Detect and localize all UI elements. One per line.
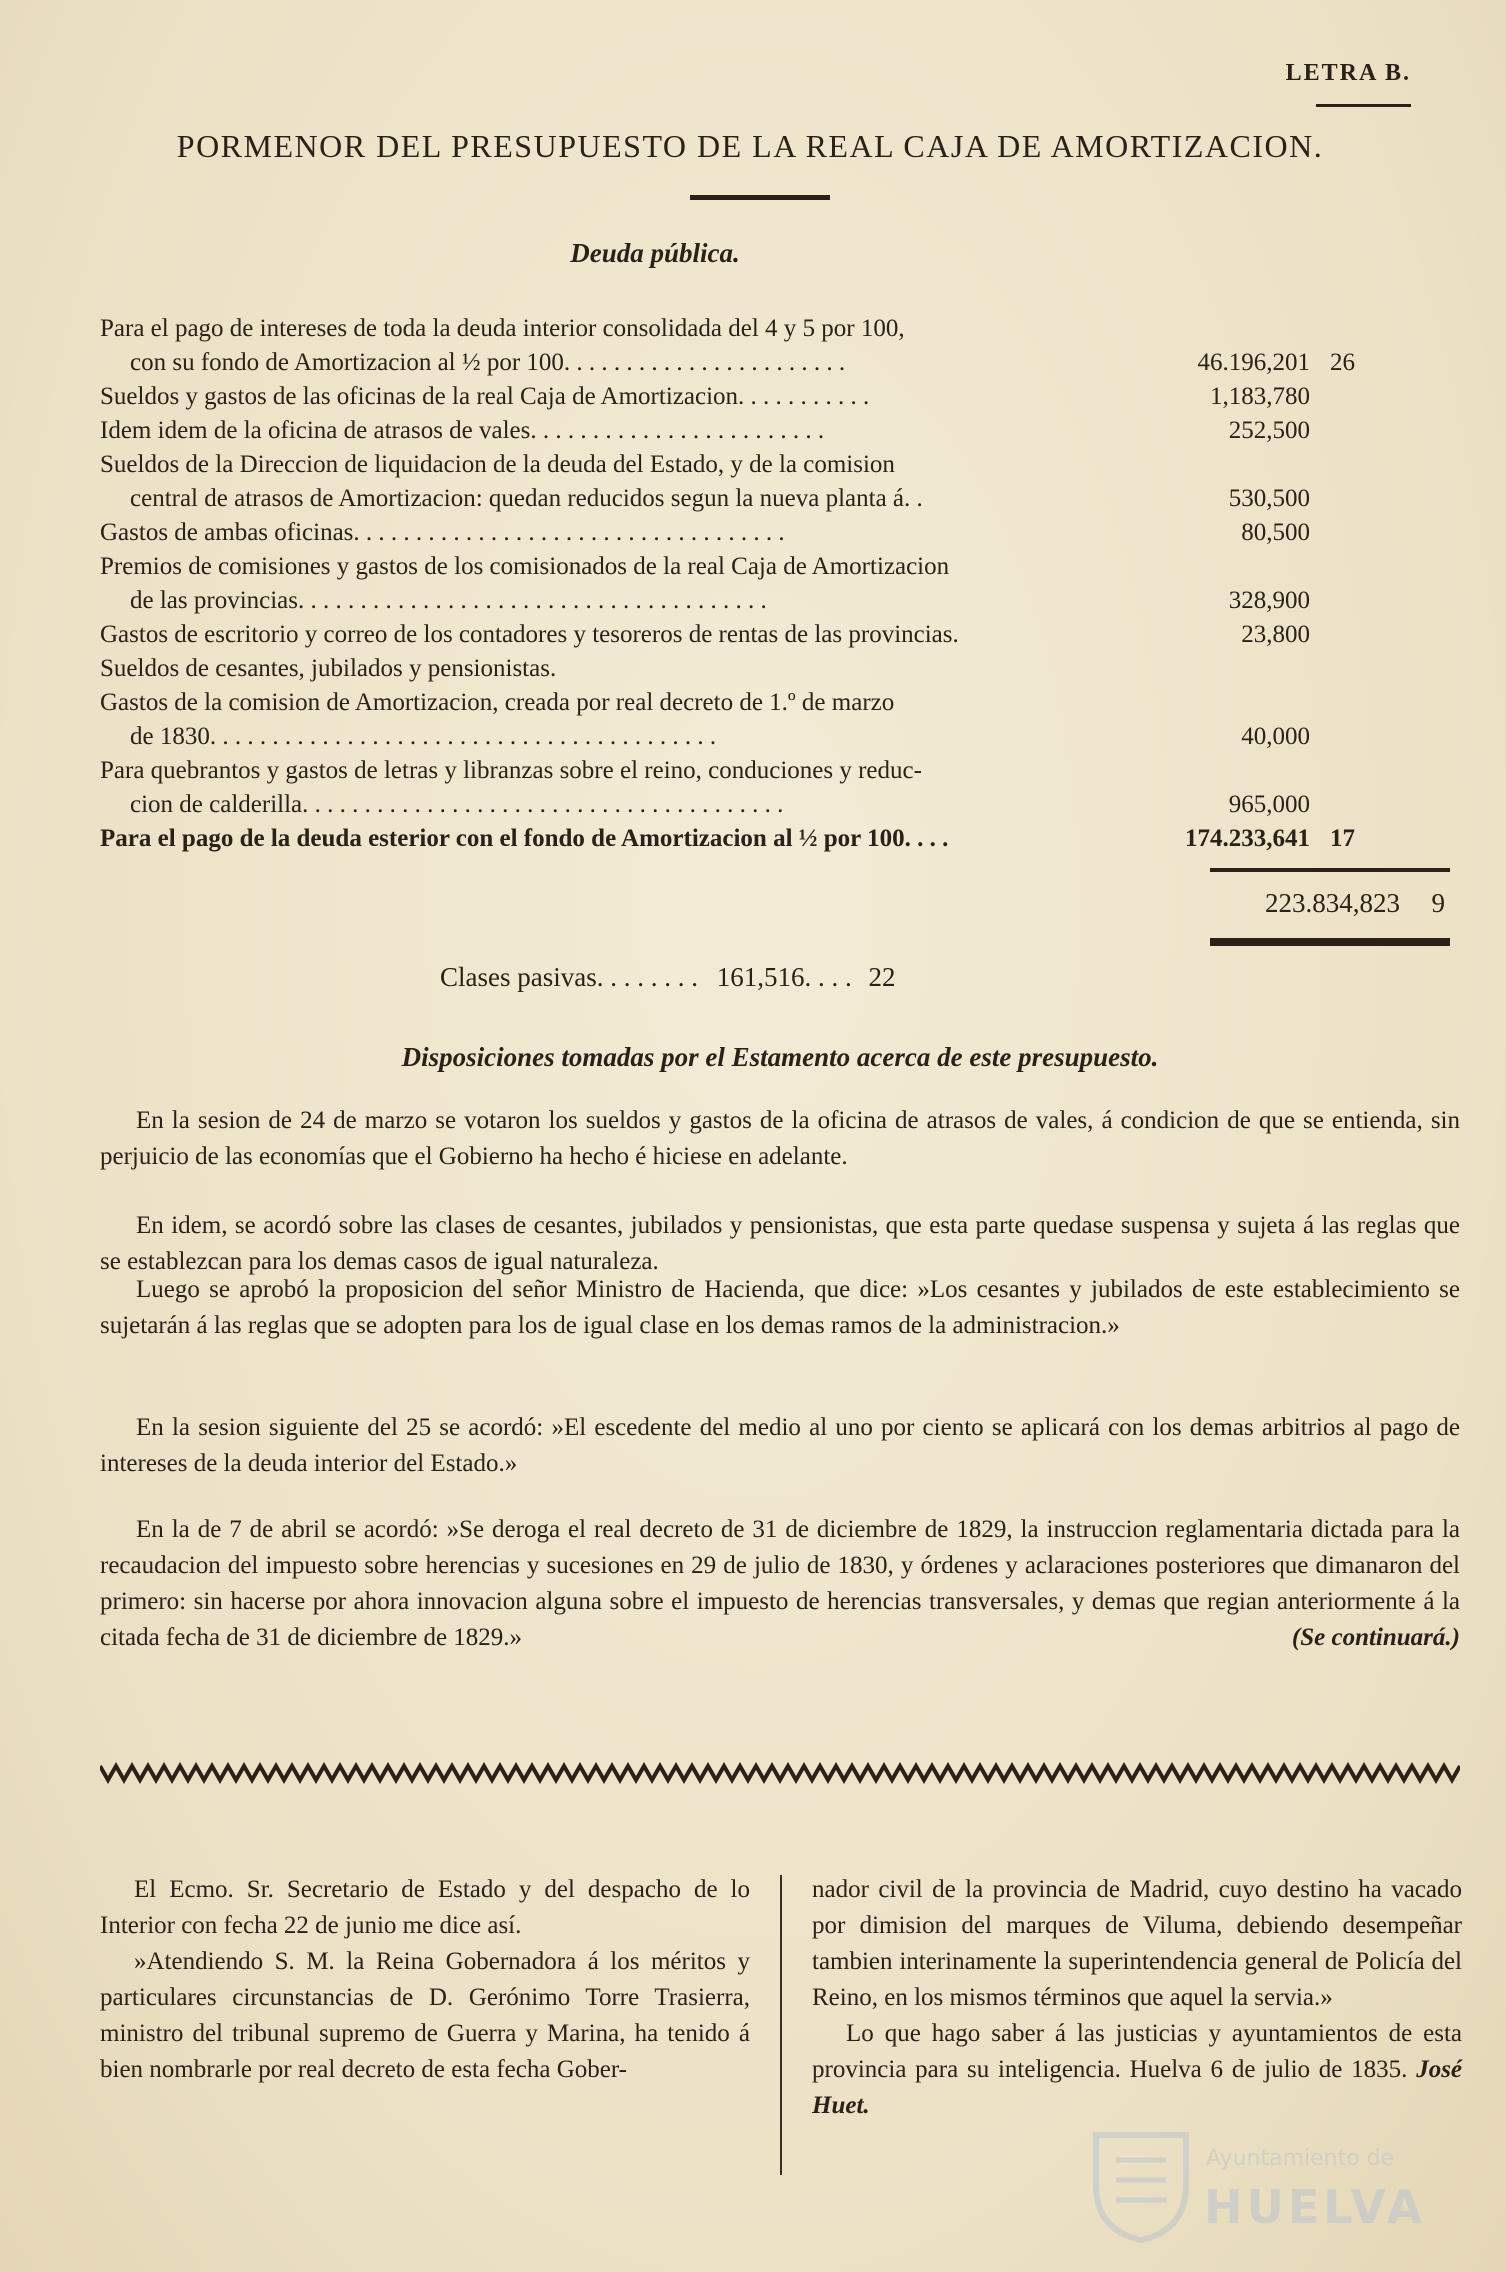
entry-amount: 174.233,641 [1185,825,1310,852]
total-row [1210,888,1450,928]
deuda-heading: Deuda pública. [570,238,740,268]
notice-paragraph [812,1872,1462,2016]
paragraph-text: En la sesion siguiente del 25 se acordó: »El escedente del medio al uno por ciento se aplicará con los demas arbitrios al pago de intereses de la deuda interior del Estado.» [100,1414,1460,1477]
paragraph-text: Luego se aprobó la proposicion del señor Ministro de Hacienda, que dice: »Los cesantes y jubilados de este establecimiento se sujetarán á las reglas que se adopten para los de igual clase en los demas ramos de la administracion.» [100,1276,1460,1339]
entry-amount: 23,800 [1241,621,1310,648]
entry-line: Sueldos de cesantes, jubilados y pensionistas. [100,655,557,682]
letra-label: LETRA B. [1285,60,1411,86]
paragraph-text: En idem, se acordó sobre las clases de cesantes, jubilados y pensionistas, que esta parte quedase suspensa y sujeta á las reglas que se establezcan para los demas casos de igual naturaleza. [100,1212,1460,1275]
ledger-entry [100,754,1460,822]
entry-line: Gastos de la comision de Amortizacion, creada por real decreto de 1.º de marzo [100,689,895,716]
notice-text: Lo que hago saber á las justicias y ayuntamientos de esta provincia para su inteligencia. Huelva 6 de julio de 1835. [812,2020,1462,2083]
entry-line: Para el pago de la deuda esterior con el fondo de Amortizacion al ½ por 100. . . . [100,825,949,852]
disposiciones-heading: Disposiciones tomadas por el Estamento acerca de este presupuesto. [401,1042,1159,1072]
watermark-line2: HUELVA [1204,2180,1427,2234]
ledger-entry [100,380,1460,414]
notice-text: El Ecmo. Sr. Secretario de Estado y del despacho de lo Interior con fecha 22 de junio me dice así. [100,1876,750,1939]
entry-line: Gastos de escritorio y correo de los contadores y tesoreros de rentas de las provincias. [100,621,959,648]
zigzag-rule [100,1762,1460,1784]
entry-line: de las provincias. . . . . . . . . . . . . . . . . . . . . . . . . . . . . . . . . . . . . . [130,587,767,614]
clases-pasivas-cents: 22 [868,962,896,992]
page-title: PORMENOR DEL PRESUPUESTO DE LA REAL CAJA DE AMORTIZACION. [176,128,1324,164]
paragraph-text: En la sesion de 24 de marzo se votaron los sueldos y gastos de la oficina de atrasos de vales, á condicion de que se entienda, sin perjuicio de las economías que el Gobierno ha hecho é hiciese en adelante. [100,1107,1460,1170]
entry-line: Sueldos y gastos de las oficinas de la real Caja de Amortizacion. . . . . . . . . . . [100,383,870,410]
letra-rule [1316,104,1411,107]
total-cents: 9 [1431,888,1445,918]
clases-pasivas-amount: 161,516. . . . [716,962,852,992]
entry-line: cion de calderilla. . . . . . . . . . . . . . . . . . . . . . . . . . . . . . . . . . . . . . . [130,791,784,818]
notice-paragraph [100,1944,750,2088]
column-divider [780,1875,782,2175]
notice-paragraph [812,2016,1462,2124]
total-amount: 223.834,823 [1265,888,1400,918]
signature: José Huet. [812,2056,1463,2119]
notice-right-column [812,1872,1462,2124]
paragraph [100,1272,1460,1344]
entry-line: Para el pago de intereses de toda la deuda interior consolidada del 4 y 5 por 100, [100,315,905,342]
watermark [1086,2120,1427,2250]
entry-amount: 965,000 [1228,791,1310,818]
entry-amount: 80,500 [1241,519,1310,546]
total-rule-bottom [1210,938,1450,946]
paragraph [100,1208,1460,1280]
ledger-entry [100,516,1460,550]
notice-paragraph [100,1872,750,1944]
total-rule-top [1210,868,1450,872]
ledger-entry [100,448,1460,516]
entry-amount: 328,900 [1228,587,1310,614]
entry-cents: 26 [1330,349,1355,376]
continua-note: (Se continuará.) [1291,1624,1460,1651]
entry-line: de 1830. . . . . . . . . . . . . . . . . . . . . . . . . . . . . . . . . . . . . . . . . [130,723,717,750]
ledger-entry [100,312,1460,380]
entry-line: con su fondo de Amortizacion al ½ por 100. . . . . . . . . . . . . . . . . . . . . . . [130,349,846,376]
paragraph-text: En la de 7 de abril se acordó: »Se deroga el real decreto de 31 de diciembre de 1829, la instruccion reglamentaria dictada para la recaudacion del impuesto sobre herencias y sucesiones en 29 de julio de 1830, y órdenes y aclaraciones posteriores que dimanaron del primero: sin hacerse por ahora innovacion alguna sobre el impuesto de herencias transversales, y demas que regian anteriormente á la citada fecha de 31 de diciembre de 1829.» [100,1516,1460,1651]
entry-line: Idem idem de la oficina de atrasos de vales. . . . . . . . . . . . . . . . . . . . . . . . [100,417,825,444]
ledger-entry [100,652,1460,686]
entry-amount: 1,183,780 [1210,383,1310,410]
entry-line: Para quebrantos y gastos de letras y libranzas sobre el reino, conduciones y reduc- [100,757,922,784]
notice-text: »Atendiendo S. M. la Reina Gobernadora á los méritos y particulares circunstancias de D. Gerónimo Torre Trasierra, ministro del tribunal supremo de Guerra y Marina, ha tenido á bien nombrarle por real decreto de esta fecha Gober- [100,1948,750,2083]
entry-amount: 46.196,201 [1197,349,1310,376]
notice-text: nador civil de la provincia de Madrid, cuyo destino ha vacado por dimision del marques de Viluma, debiendo desempeñar tambien interinamente la superintendencia general de Policía del Reino, en los mismos términos que aquel la servia.» [812,1876,1462,2011]
paragraph [100,1103,1460,1175]
ledger-entry [100,686,1460,754]
ledger-entry [100,822,1460,856]
paragraph [100,1512,1460,1656]
clases-pasivas-label: Clases pasivas. . . . . . . . [440,962,698,992]
ledger-entry [100,550,1460,618]
entry-line: central de atrasos de Amortizacion: quedan reducidos segun la nueva planta á. . [130,485,923,512]
entry-cents: 17 [1330,825,1355,852]
entry-amount: 530,500 [1228,485,1310,512]
watermark-line1: Ayuntamiento de [1206,2146,1395,2171]
clases-pasivas-row [440,962,895,993]
entry-amount: 252,500 [1228,417,1310,444]
title-rule [690,195,830,200]
ledger-entry [100,618,1460,652]
notice-left-column [100,1872,750,2088]
ledger [100,312,1460,856]
entry-amount: 40,000 [1241,723,1310,750]
paragraph [100,1410,1460,1482]
entry-line: Premios de comisiones y gastos de los comisionados de la real Caja de Amortizacion [100,553,950,580]
crest-icon [1086,2125,1196,2245]
entry-line: Sueldos de la Direccion de liquidacion de la deuda del Estado, y de la comision [100,451,895,478]
entry-line: Gastos de ambas oficinas. . . . . . . . . . . . . . . . . . . . . . . . . . . . . . . . . . . [100,519,785,546]
ledger-entry [100,414,1460,448]
